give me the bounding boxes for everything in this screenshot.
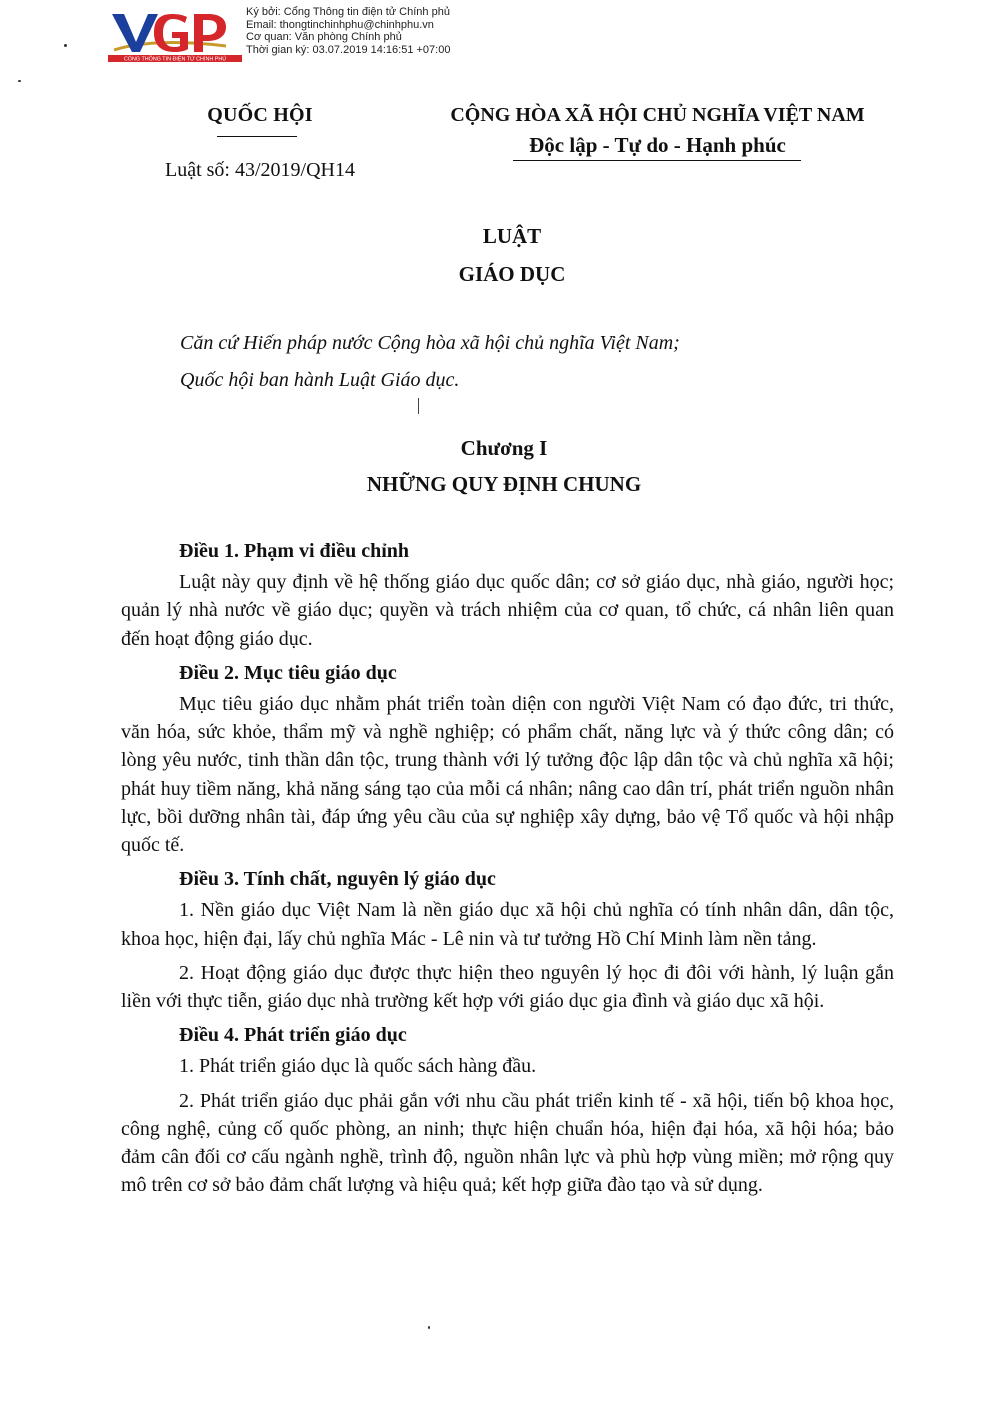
digital-signature-info [246,6,450,56]
document-title: GIÁO DỤC [458,262,566,286]
article-paragraph: 2. Hoạt động giáo dục được thực hiện theo nguyên lý học đi đôi với hành, lý luận gắn liền với thực tiễn, giáo dục nhà trường kết hợp với giáo dục gia đình và giáo dục xã hội. [121,961,894,1013]
document-type: LUẬT [482,224,542,248]
signature-email: Email: thongtinchinhphu@chinhphu.vn [246,18,434,31]
article-title: Điều 1. Phạm vi điều chỉnh [179,540,410,562]
issuer-underline [217,136,297,137]
issuer-block [130,104,390,181]
national-header [430,104,885,158]
article-paragraph: 1. Phát triển giáo dục là quốc sách hàng đầu. [179,1055,537,1078]
article-paragraph: Mục tiêu giáo dục nhằm phát triển toàn diện con người Việt Nam có đạo đức, tri thức, văn hóa, sức khỏe, thẩm mỹ và nghề nghiệp; có phẩm chất, năng lực và ý thức công dân; có lòng yêu nước, tinh thần dân tộc, trung thành với lý tưởng độc lập dân tộc và chủ nghĩa xã hội; phát huy tiềm năng, khả năng sáng tạo của mỗi cá nhân; nâng cao dân trí, phát triển nguồn nhân lực, bồi dưỡng nhân tài, đáp ứng yêu cầu của sự nghiệp xây dựng, bảo vệ Tổ quốc và hội nhập quốc tế. [121,693,894,857]
vgp-logo [108,6,242,62]
vgp-logo-subtext: CỔNG THÔNG TIN ĐIỆN TỬ CHÍNH PHỦ [123,56,227,62]
law-number: Luật số: 43/2019/QH14 [165,159,355,181]
preamble [180,325,900,399]
article-4 [121,1021,894,1199]
national-motto: Độc lập - Tự do - Hạnh phúc [529,133,786,157]
preamble-line: Căn cứ Hiến pháp nước Cộng hòa xã hội chủ nghĩa Việt Nam; [180,332,680,354]
issuer-name: QUỐC HỘI [207,104,313,126]
vgp-logo-icon [108,6,242,62]
signature-agency: Cơ quan: Văn phòng Chính phủ [246,31,402,43]
scan-mark [418,398,419,414]
country-name: CỘNG HÒA XÃ HỘI CHỦ NGHĨA VIỆT NAM [450,104,865,126]
preamble-line: Quốc hội ban hành Luật Giáo dục. [180,369,460,391]
article-title: Điều 4. Phát triển giáo dục [179,1024,407,1047]
article-paragraph: 1. Nền giáo dục Việt Nam là nền giáo dục xã hội chủ nghĩa có tính nhân dân, dân tộc, khoa học, hiện đại, lấy chủ nghĩa Mác - Lê nin và tư tưởng Hồ Chí Minh làm nền tảng. [121,899,894,950]
motto-underline [513,160,801,161]
article-1 [121,537,894,653]
article-title: Điều 2. Mục tiêu giáo dục [179,661,397,684]
scan-speck [64,44,67,47]
scan-speck [428,1326,430,1329]
chapter-name: NHỮNG QUY ĐỊNH CHUNG [366,472,642,496]
article-3 [121,865,894,1015]
signature-signer: Ký bởi: Cổng Thông tin điện tử Chính phủ [246,6,450,18]
signature-time: Thời gian ký: 03.07.2019 14:16:51 +07:00 [246,43,451,56]
article-paragraph: 2. Phát triển giáo dục phải gắn với nhu cầu phát triển kinh tế - xã hội, tiến bộ khoa học, công nghệ, củng cố quốc phòng, an ninh; thực hiện chuẩn hóa, hiện đại hóa, xã hội hóa; bảo đảm cân đối cơ cấu ngành nghề, trình độ, nguồn nhân lực và phù hợp vùng miền; mở rộng quy mô trên cơ sở bảo đảm chất lượng và hiệu quả; kết hợp giữa đào tạo và sử dụng. [121,1089,894,1197]
scan-speck [18,80,21,82]
article-title: Điều 3. Tính chất, nguyên lý giáo dục [179,868,496,891]
chapter-number: Chương I [460,436,548,460]
article-2 [121,659,894,859]
article-paragraph: Luật này quy định về hệ thống giáo dục quốc dân; cơ sở giáo dục, nhà giáo, người học; quản lý nhà nước về giáo dục; quyền và trách nhiệm của cơ quan, tổ chức, cá nhân liên quan đến hoạt động giáo dục. [121,571,894,650]
articles-body [121,537,894,1205]
